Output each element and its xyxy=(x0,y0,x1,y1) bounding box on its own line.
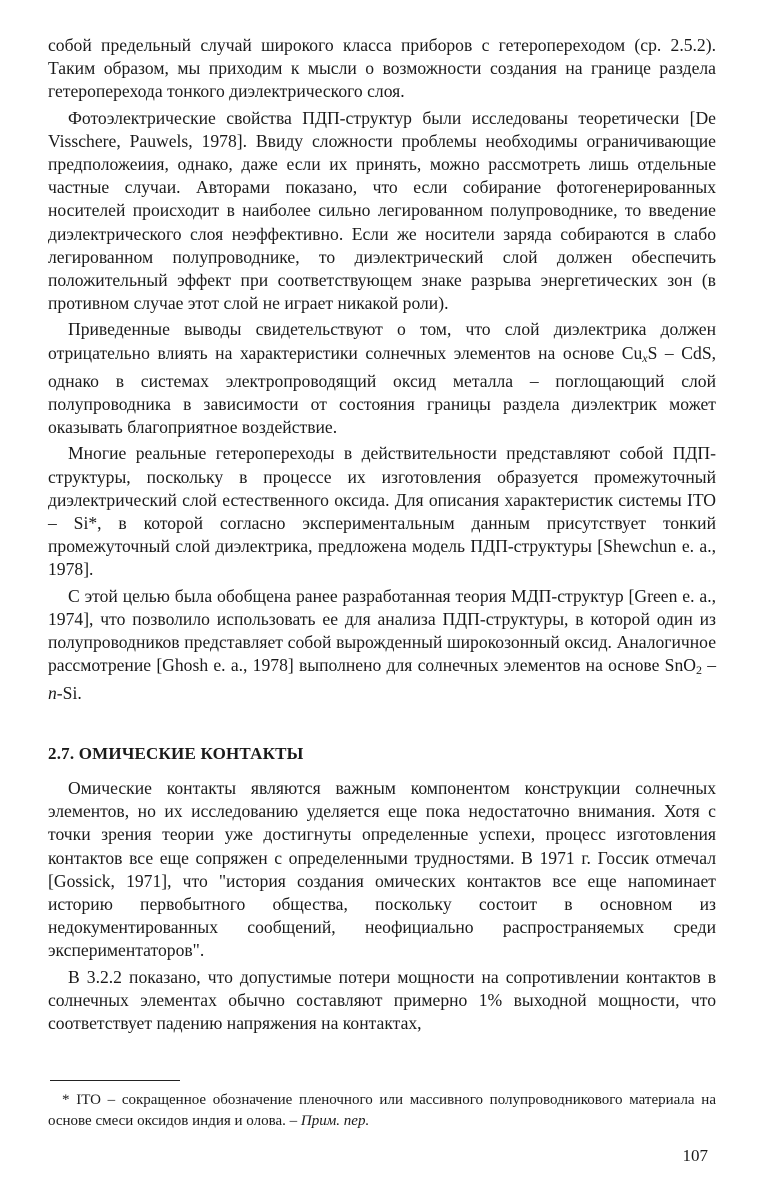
section-heading: 2.7. ОМИЧЕСКИЕ КОНТАКТЫ xyxy=(48,743,304,763)
paragraph-3-part1: Приведенные выводы свидетельствуют о том, что слой диэлектрика должен отрицательно влиять на характеристики солнечных элементов на основе Cu xyxy=(48,319,716,363)
subscript-2: 2 xyxy=(695,663,702,678)
footnote-text: * ITO – сокращенное обозначение пленочного или массивного полупроводникового материала на основе смеси оксидов индия и олова. – xyxy=(48,1092,716,1129)
footnote-note: Прим. пер. xyxy=(300,1113,370,1129)
paragraph-5-part3: -Si. xyxy=(56,683,82,704)
page-number: 107 xyxy=(682,1146,708,1165)
paragraph-7: В 3.2.2 показано, что допустимые потери мощности на сопротивлении контактов в солнечных элементах обычно составляют примерно 1% выходной мощности, что соответствует падению напряжения на контактах, xyxy=(48,966,716,1033)
paragraph-1: собой предельный случай широкого класса приборов с гетеропереходом (ср. 2.5.2). Таким образом, мы приходим к мысли о возможности создания на границе раздела гетероперехода тонкого диэлектрического слоя. xyxy=(48,35,716,102)
paragraph-3-part2: S – CdS, однако в системах электропроводящий оксид металла – поглощающий слой полупроводника в зависимости от состояния границы раздела диэлектрик может оказывать благоприятное воздействие. xyxy=(48,342,717,438)
paragraph-6: Омические контакты являются важным компонентом конструкции солнечных элементов, но их исследованию уделяется еще пока недостаточно внимания. Хотя с точки зрения теории уже достигнуты определенные успехи, процесс изготовления контактов все еще сопряжен с определенными трудностями. В 1971 г. Госсик отмечал [Gossick, 1971], что "история создания омических контактов все еще напоминает историю первобытного общества, поскольку состоит в основном из недокументированных сообщений, неофициально распространяемых среди экспериментаторов". xyxy=(48,777,716,961)
footnote xyxy=(48,1090,716,1132)
subscript-x: x xyxy=(642,350,648,365)
italic-n: n xyxy=(48,683,57,704)
paragraph-5 xyxy=(48,585,716,706)
footnote-divider xyxy=(50,1080,180,1081)
paragraph-3 xyxy=(48,318,716,439)
paragraph-5-part1: С этой целью была обобщена ранее разработанная теория МДП-структур [Green e. a., 1974], что позволило использовать ее для анализа ПДП-структуры, в которой один из полупроводников представляет собой вырожденный широкозонный оксид. Аналогичное рассмотрение [Ghosh e. a., 1978] выполнено для солнечных элементов на основе SnO xyxy=(48,585,716,676)
paragraph-4: Многие реальные гетеропереходы в действительности представляют собой ПДП-структуры, поскольку в процессе их изготовления образуется промежуточный диэлектрический слой естественного оксида. Для описания характеристик системы ITO – Si*, в которой согласно экспериментальным данным присутствует тонкий промежуточный слой диэлектрика, предложена модель ПДП-структуры [Shewchun e. a., 1978]. xyxy=(48,443,716,580)
paragraph-2: Фотоэлектрические свойства ПДП-структур были исследованы теоретически [De Visschere, Pauwels, 1978]. Ввиду сложности проблемы необходимы ограничивающие предположеиия, однако, даже если их принять, можно рассмотреть лишь отдельные частные случаи. Авторами показано, что если собирание фотогенерированных носителей происходит в наиболее сильно легированном полупроводнике, то введение диэлектрического слоя неэффективно. Если же носители заряда собираются в слабо легированном полупроводнике, то диэлектрический слой должен обеспечить положительный эффект при соответствующем знаке разрыва энергетических зон (в противном случае этот слой не играет никакой роли). xyxy=(48,107,716,314)
main-text xyxy=(48,34,716,1035)
paragraph-5-part2: – xyxy=(701,655,716,676)
